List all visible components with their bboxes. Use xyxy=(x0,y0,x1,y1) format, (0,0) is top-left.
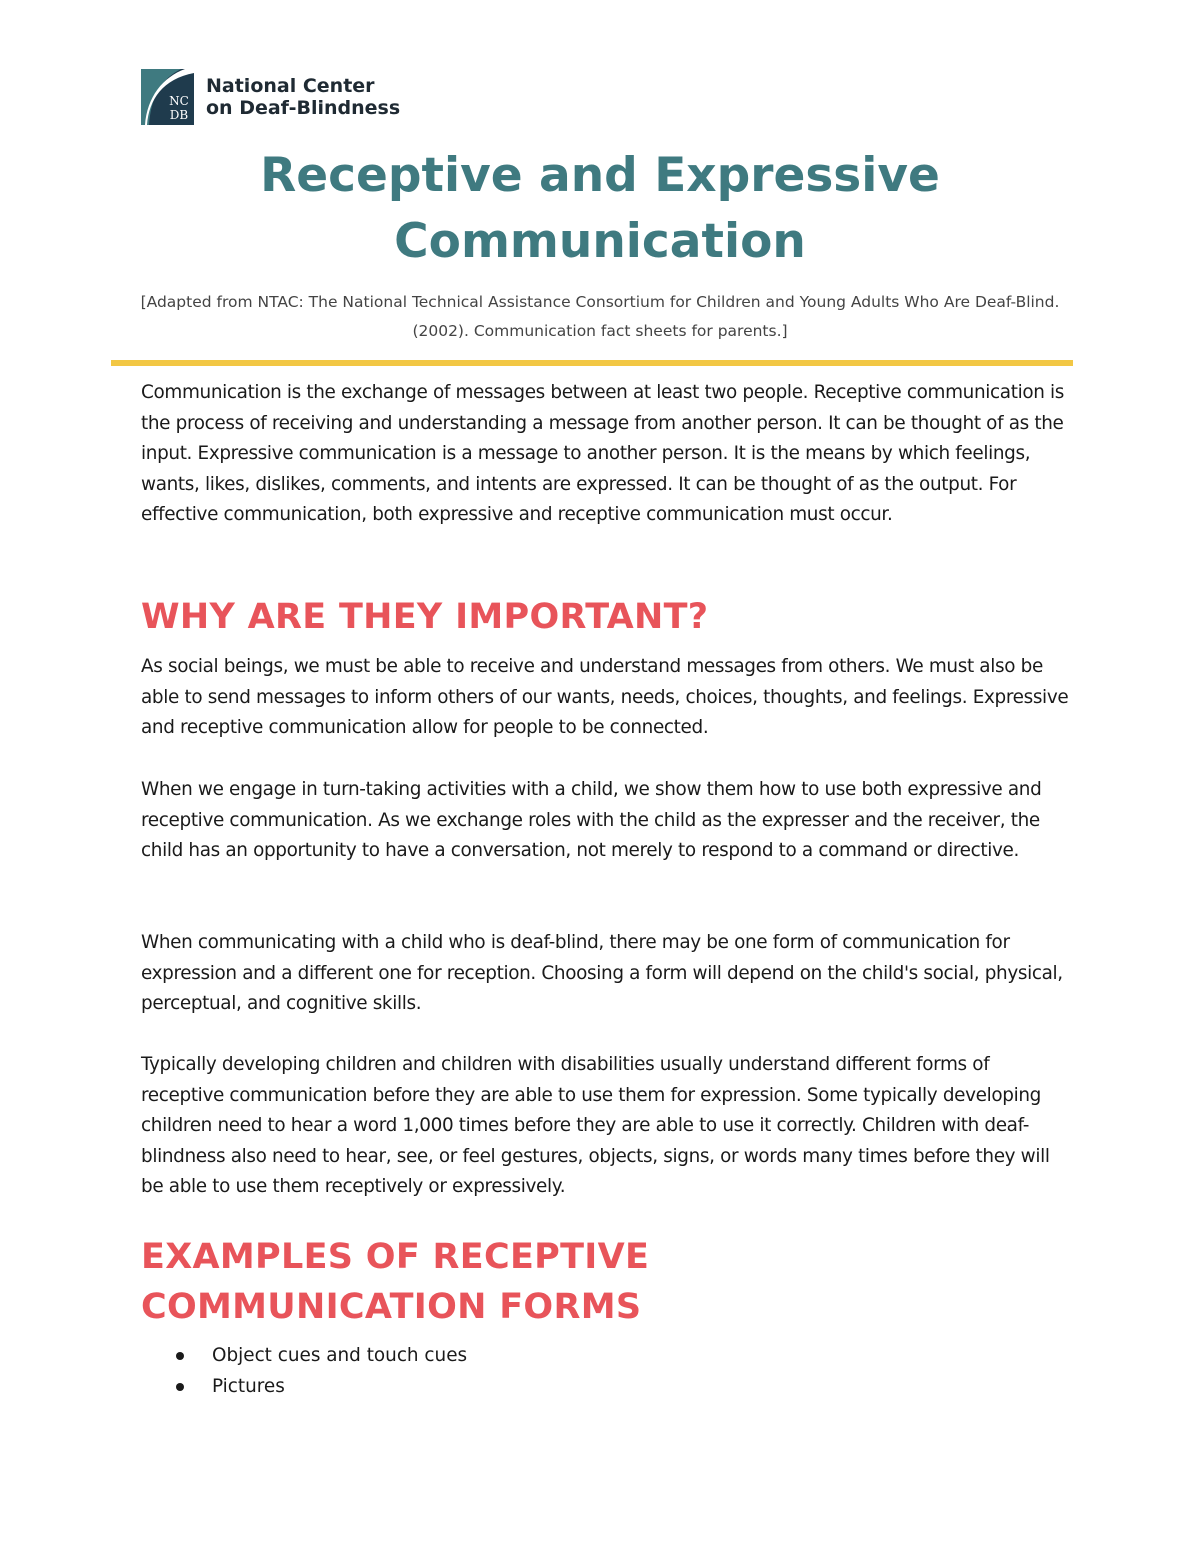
logo-mark-db: DB xyxy=(169,108,189,122)
page-title xyxy=(0,143,1200,275)
bullet-icon xyxy=(176,1383,184,1391)
paragraph-deaf-blind-forms: When communicating with a child who is deaf-blind, there may be one form of communication for expression and a different one for reception. Choosing a form will depend on the child's social, physical, perceptual, and cognitive skills. xyxy=(141,932,1063,1014)
paragraph-turn-taking: When we engage in turn-taking activities with a child, we show them how to use both expressive and receptive communication. As we exchange roles with the child as the expresser and the receiver, the child has an opportunity to have a conversation, not merely to respond to a command or directive. xyxy=(141,779,1042,861)
section-heading-why-important: WHY ARE THEY IMPORTANT? xyxy=(141,597,709,637)
ncdb-logo xyxy=(141,69,400,125)
list-item-label: Pictures xyxy=(212,1376,285,1397)
intro-paragraph: Communication is the exchange of messages between at least two people. Receptive communication is the process of receiving and understanding a message from another person. It can be thought of as the input. Expressive communication is a message to another person. It is the means by which feelings, wants, likes, dislikes, comments, and intents are expressed. It can be thought of as the output. For effective communication, both expressive and receptive communication must occur. xyxy=(141,382,1065,525)
receptive-forms-list xyxy=(141,1340,467,1402)
section-heading-receptive-forms xyxy=(141,1232,1041,1332)
ncdb-logo-mark xyxy=(141,69,194,125)
logo-line-1: National Center xyxy=(206,75,375,97)
page-title-line-2: Communication xyxy=(394,214,806,269)
source-citation: [Adapted from NTAC: The National Technical Assistance Consortium for Children and Young Adults Who Are Deaf-Blind. (2002). Communication fact sheets for parents.] xyxy=(140,293,1060,340)
paragraph-social-beings: As social beings, we must be able to receive and understand messages from others. We must also be able to send messages to inform others of our wants, needs, choices, thoughts, and feelings. Expressive and receptive communication allow for people to be connected. xyxy=(141,656,1069,738)
page-title-line-1: Receptive and Expressive xyxy=(260,148,940,203)
bullet-icon xyxy=(176,1352,184,1360)
logo-line-2: on Deaf-Blindness xyxy=(206,97,401,119)
section-heading-receptive-forms-line-1: EXAMPLES OF RECEPTIVE xyxy=(141,1237,650,1277)
list-item xyxy=(141,1371,467,1402)
paragraph-typical-development: Typically developing children and children with disabilities usually understand different forms of receptive communication before they are able to use them for expression. Some typically developing children need to hear a word 1,000 times before they are able to use it correctly. Children with deaf-blindness also need to hear, see, or feel gestures, objects, signs, or words many times before they will be able to use them receptively or expressively. xyxy=(141,1054,1050,1197)
list-item xyxy=(141,1340,467,1371)
logo-mark-nc: NC xyxy=(169,94,189,108)
section-heading-receptive-forms-line-2: COMMUNICATION FORMS xyxy=(141,1287,642,1327)
list-item-label: Object cues and touch cues xyxy=(212,1345,468,1366)
logo-wordmark xyxy=(206,75,400,119)
divider-rule xyxy=(111,360,1073,366)
